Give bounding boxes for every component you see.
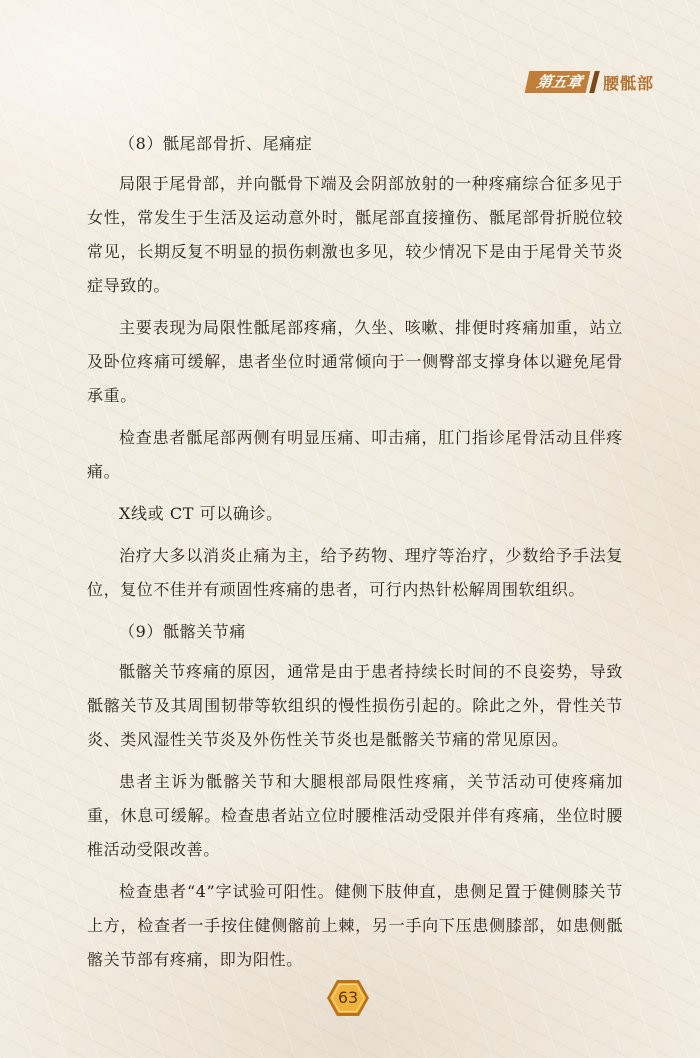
- chapter-separator: [589, 71, 599, 93]
- section-heading-9: （9）骶髂关节痛: [119, 622, 246, 641]
- paragraph: 主要表现为局限性骶尾部疼痛，久坐、咳嗽、排便时疼痛加重，站立及卧位疼痛可缓解，患者坐位时通常倾向于一侧臀部支撑身体以避免尾骨承重。: [87, 318, 623, 405]
- chapter-header: [527, 70, 654, 94]
- paragraph: 检查患者骶尾部两侧有明显压痛、叩击痛，肛门指诊尾骨活动且伴疼痛。: [87, 428, 623, 481]
- paragraph: X线或 CT 可以确诊。: [119, 504, 283, 523]
- paragraph: 治疗大多以消炎止痛为主，给予药物、理疗等治疗，少数给予手法复位，复位不佳并有顽固性疼痛的患者，可行内热针松解周围软组织。: [87, 546, 623, 599]
- paragraph: 局限于尾骨部，并向骶骨下端及会阴部放射的一种疼痛综合征多见于女性，常发生于生活及运动意外时，骶尾部直接撞伤、骶尾部骨折脱位较常见，长期反复不明显的损伤刺激也多见，较少情况下是由于尾骨关节炎症导致的。: [87, 174, 623, 295]
- paragraph: 患者主诉为骶髂关节和大腿根部局限性疼痛，关节活动可使疼痛加重，休息可缓解。检查患者站立位时腰椎活动受限并伴有疼痛，坐位时腰椎活动受限改善。: [87, 772, 623, 859]
- body-text: [87, 127, 623, 985]
- paragraph: 检查患者“4”字试验可阳性。健侧下肢伸直，患侧足置于健侧膝关节上方，检查者一手按住健侧髂前上棘，另一手向下压患侧膝部，如患侧骶髂关节部有疼痛，即为阳性。: [87, 882, 623, 969]
- page-number-badge: [326, 978, 370, 1018]
- section-heading-8: （8）骶尾部骨折、尾痛症: [119, 134, 313, 153]
- page-number: 63: [337, 988, 359, 1007]
- paragraph: 骶髂关节疼痛的原因，通常是由于患者持续长时间的不良姿势，导致骶髂关节及其周围韧带等软组织的慢性损伤引起的。除此之外，骨性关节炎、类风湿性关节炎及外伤性关节炎也是骶髂关节痛的常见原因。: [87, 662, 623, 749]
- chapter-name: 腰骶部: [602, 73, 654, 93]
- chapter-tag: 第五章: [525, 71, 591, 93]
